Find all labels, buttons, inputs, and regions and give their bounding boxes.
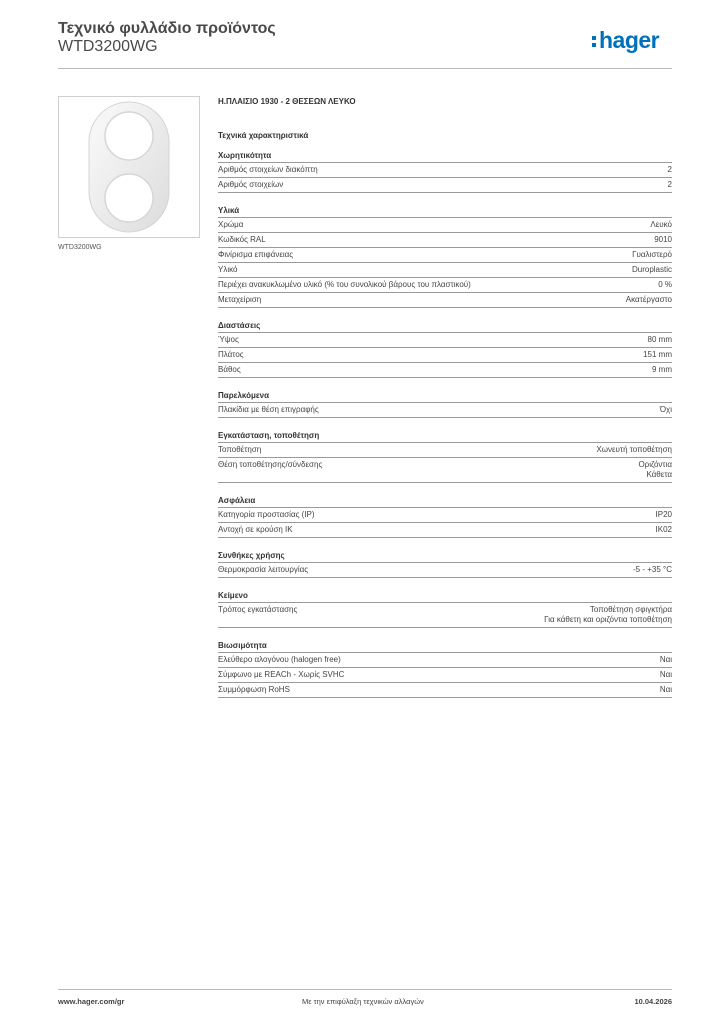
section-title: Χωρητικότητα: [218, 150, 672, 163]
spec-section: [218, 550, 672, 578]
spec-section: [218, 205, 672, 308]
spec-value: [654, 235, 672, 245]
spec-label: Πλακίδια με θέση επιγραφής: [218, 405, 319, 414]
spec-value-line: 0 %: [658, 280, 672, 289]
section-title: Κείμενο: [218, 590, 672, 603]
spec-row: [218, 403, 672, 418]
spec-row: [218, 248, 672, 263]
spec-value-line: Οριζόντια: [638, 460, 672, 469]
spec-value-line: -5 - +35 °C: [633, 565, 672, 574]
spec-value-line: Ακατέργαστο: [625, 295, 672, 304]
spec-row: [218, 443, 672, 458]
spec-label: Αριθμός στοιχείων διακόπτη: [218, 165, 318, 174]
document-title: Τεχνικό φυλλάδιο προϊόντος: [58, 20, 276, 37]
spec-value-line: Για κάθετη και οριζόντια τοποθέτηση: [544, 615, 672, 624]
spec-label: Συμμόρφωση RoHS: [218, 685, 290, 694]
spec-value: [596, 445, 672, 455]
spec-row: [218, 603, 672, 628]
section-title: Ασφάλεια: [218, 495, 672, 508]
spec-value: [643, 350, 672, 360]
product-name: Η.ΠΛΑΙΣΙΟ 1930 - 2 ΘΕΣΕΩΝ ΛΕΥΚΟ: [218, 97, 356, 106]
spec-label: Σύμφωνο με REACh - Χωρίς SVHC: [218, 670, 345, 679]
spec-section: [218, 320, 672, 378]
section-title: Συνθήκες χρήσης: [218, 550, 672, 563]
spec-value: [633, 565, 672, 575]
spec-row: [218, 563, 672, 578]
spec-value-line: Κάθετα: [646, 470, 672, 479]
spec-row: [218, 178, 672, 193]
spec-section: [218, 590, 672, 628]
spec-row: [218, 163, 672, 178]
header-divider: [58, 68, 672, 69]
spec-value-line: Τοποθέτηση σφιγκτήρα: [589, 605, 672, 614]
spec-label: Φινίρισμα επιφάνειας: [218, 250, 294, 259]
spec-value: [668, 165, 672, 175]
spec-value: [660, 405, 672, 415]
spec-row: [218, 458, 672, 483]
section-title: Παρελκόμενα: [218, 390, 672, 403]
spec-row: [218, 233, 672, 248]
spec-value: [650, 220, 672, 230]
spec-label: Αντοχή σε κρούση IK: [218, 525, 293, 534]
spec-row: [218, 668, 672, 683]
tech-heading: Τεχνικά χαρακτηριστικά: [218, 131, 309, 140]
spec-value-line: Όχι: [659, 405, 672, 414]
spec-value-line: 151 mm: [643, 350, 672, 359]
spec-value-line: 9010: [654, 235, 672, 244]
spec-value-line: IP20: [655, 510, 672, 519]
spec-section: [218, 150, 672, 193]
spec-value-line: Ναι: [659, 670, 672, 679]
spec-section: [218, 430, 672, 483]
spec-row: [218, 523, 672, 538]
spec-value-line: 2: [667, 165, 672, 174]
product-code: WTD3200WG: [58, 38, 158, 55]
spec-value-line: IK02: [655, 525, 672, 534]
spec-value-line: Ναι: [659, 655, 672, 664]
spec-label: Μεταχείριση: [218, 295, 262, 304]
footer-date: 10.04.2026: [634, 997, 672, 1006]
footer-divider: [58, 989, 672, 990]
spec-row: [218, 653, 672, 668]
spec-value: [652, 365, 672, 375]
footer-notice: Με την επιφύλαξη τεχνικών αλλαγών: [302, 997, 424, 1006]
hager-logo: [592, 27, 659, 54]
double-frame-icon: [59, 97, 199, 237]
spec-label: Τρόπος εγκατάστασης: [218, 605, 298, 614]
spec-value-line: Λευκό: [650, 220, 672, 229]
spec-value-line: 2: [667, 180, 672, 189]
spec-section: [218, 495, 672, 538]
spec-label: Πλάτος: [218, 350, 244, 359]
spec-row: [218, 508, 672, 523]
spec-section: [218, 390, 672, 418]
spec-value: [660, 655, 672, 665]
spec-value: [658, 280, 672, 290]
spec-value: [638, 460, 672, 480]
section-title: Βιωσιμότητα: [218, 640, 672, 653]
spec-row: [218, 263, 672, 278]
spec-sections: [218, 150, 672, 698]
spec-value: [626, 295, 672, 305]
section-title: Υλικά: [218, 205, 672, 218]
spec-label: Βάθος: [218, 365, 241, 374]
spec-value: [660, 670, 672, 680]
spec-row: [218, 363, 672, 378]
spec-content: [218, 96, 672, 710]
section-title: Εγκατάσταση, τοποθέτηση: [218, 430, 672, 443]
image-caption: WTD3200WG: [58, 244, 102, 251]
footer-website: www.hager.com/gr: [58, 997, 125, 1006]
spec-label: Ελεύθερο αλογόνου (halogen free): [218, 655, 341, 664]
logo-colon-icon: [592, 34, 597, 49]
spec-value-line: Duroplastic: [631, 265, 672, 274]
spec-value: [656, 525, 672, 535]
spec-value: [656, 510, 672, 520]
spec-label: Τοποθέτηση: [218, 445, 262, 454]
spec-value: [668, 180, 672, 190]
logo-text: hager: [599, 27, 660, 53]
spec-label: Κωδικός RAL: [218, 235, 266, 244]
spec-value: [660, 685, 672, 695]
spec-value: [648, 335, 672, 345]
spec-row: [218, 218, 672, 233]
spec-row: [218, 333, 672, 348]
spec-row: [218, 348, 672, 363]
spec-value: [544, 605, 672, 625]
spec-value-line: 80 mm: [647, 335, 672, 344]
spec-value-line: 9 mm: [652, 365, 672, 374]
spec-label: Ύψος: [218, 335, 239, 344]
spec-value: [632, 265, 672, 275]
spec-label: Αριθμός στοιχείων: [218, 180, 284, 189]
spec-section: [218, 640, 672, 698]
spec-label: Θέση τοποθέτησης/σύνδεσης: [218, 460, 323, 469]
spec-label: Κατηγορία προστασίας (IP): [218, 510, 315, 519]
spec-row: [218, 683, 672, 698]
spec-value-line: Ναι: [659, 685, 672, 694]
spec-label: Χρώμα: [218, 220, 244, 229]
spec-label: Υλικό: [218, 265, 238, 274]
spec-value-line: Χωνευτή τοποθέτηση: [596, 445, 672, 454]
spec-row: [218, 293, 672, 308]
spec-label: Θερμοκρασία λειτουργίας: [218, 565, 309, 574]
product-image: [58, 96, 200, 238]
spec-label: Περιέχει ανακυκλωμένο υλικό (% του συνολικού βάρους του πλαστικού): [218, 280, 471, 289]
section-title: Διαστάσεις: [218, 320, 672, 333]
spec-value: [632, 250, 672, 260]
spec-row: [218, 278, 672, 293]
spec-value-line: Γυαλιστερό: [632, 250, 672, 259]
